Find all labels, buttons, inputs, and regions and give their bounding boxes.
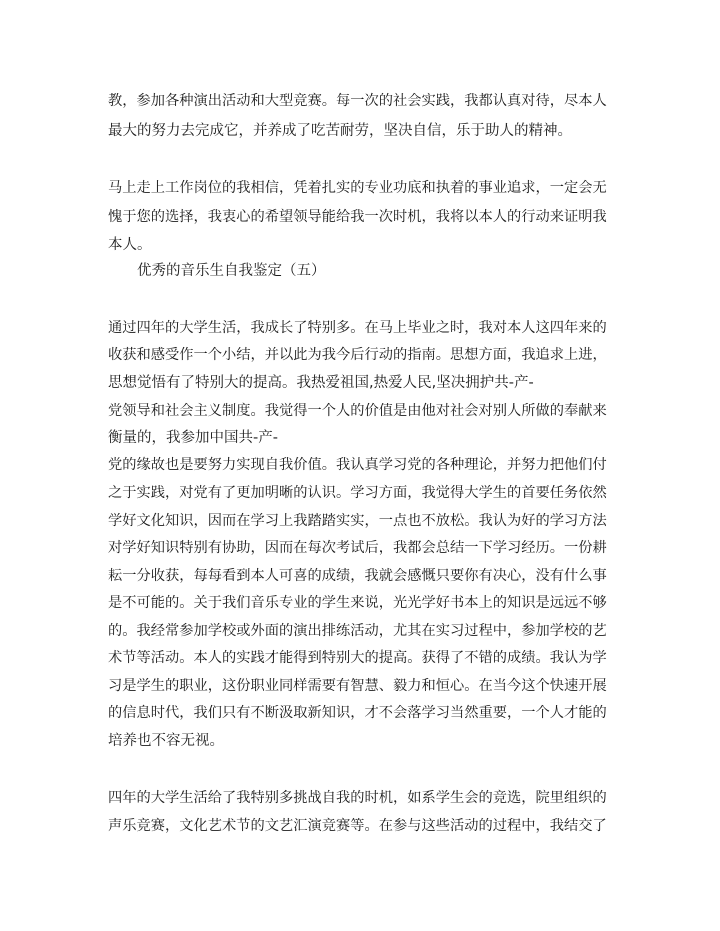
text-line: 思想觉悟有了特别大的提高。我热爱祖国,热爱人民,坚决拥护共-产- xyxy=(108,375,534,391)
text-line: 愧于您的选择，我衷心的希望领导能给我一次时机，我将以本人的行动来证明我 xyxy=(108,209,607,225)
text-line: 耘一分收获，每每看到本人可喜的成绩，我就会感慨只要你有决心，没有什么事 xyxy=(108,568,607,584)
text-line: 的信息时代，我们只有不断汲取新知识，才不会落学习当然重要，一个人才能的 xyxy=(108,705,607,721)
text-line: 培养也不容无视。 xyxy=(108,733,224,749)
text-line: 最大的努力去完成它，并养成了吃苦耐劳，坚决自信，乐于助人的精神。 xyxy=(108,123,572,139)
text-line: 党领导和社会主义制度。我觉得一个人的价值是由他对社会对别人所做的奉献来 xyxy=(108,403,607,419)
text-line: 收获和感受作一个小结，并以此为我今后行动的指南。思想方面，我追求上进， xyxy=(108,347,607,363)
text-line: 通过四年的大学生活，我成长了特别多。在马上毕业之时，我对本人这四年来的 xyxy=(108,320,607,336)
text-line: 教，参加各种演出活动和大型竞赛。每一次的社会实践，我都认真对待，尽本人 xyxy=(108,93,607,109)
text-line: 衡量的，我参加中国共-产- xyxy=(108,430,278,446)
text-line: 四年的大学生活给了我特别多挑战自我的时机，如系学生会的竞选，院里组织的 xyxy=(108,790,607,806)
text-line: 术节等活动。本人的实践才能得到特别大的提高。获得了不错的成绩。我认为学 xyxy=(108,650,607,666)
text-line: 学好文化知识，因而在学习上我踏踏实实，一点也不放松。我认为好的学习方法 xyxy=(108,513,607,529)
text-line: 本人。 xyxy=(108,237,152,253)
text-line: 习是学生的职业，这份职业同样需要有智慧、毅力和恒心。在当今这个快速开展 xyxy=(108,678,607,694)
text-line: 马上走上工作岗位的我相信，凭着扎实的专业功底和执着的事业追求，一定会无 xyxy=(108,180,607,196)
section-title: 优秀的音乐生自我鉴定（五） xyxy=(137,263,326,279)
text-line: 声乐竞赛，文化艺术节的文艺汇演竞赛等。在参与这些活动的过程中，我结交了 xyxy=(108,818,607,834)
text-line: 党的缘故也是要努力实现自我价值。我认真学习党的各种理论，并努力把他们付 xyxy=(108,457,607,473)
text-line: 之于实践，对党有了更加明晰的认识。学习方面，我觉得大学生的首要任务依然 xyxy=(108,485,607,501)
text-line: 对学好知识特别有协助，因而在每次考试后，我都会总结一下学习经历。一份耕 xyxy=(108,540,607,556)
text-line: 是不可能的。关于我们音乐专业的学生来说，光光学好书本上的知识是远远不够 xyxy=(108,595,607,611)
text-line: 的。我经常参加学校或外面的演出排练活动，尤其在实习过程中，参加学校的艺 xyxy=(108,623,607,639)
